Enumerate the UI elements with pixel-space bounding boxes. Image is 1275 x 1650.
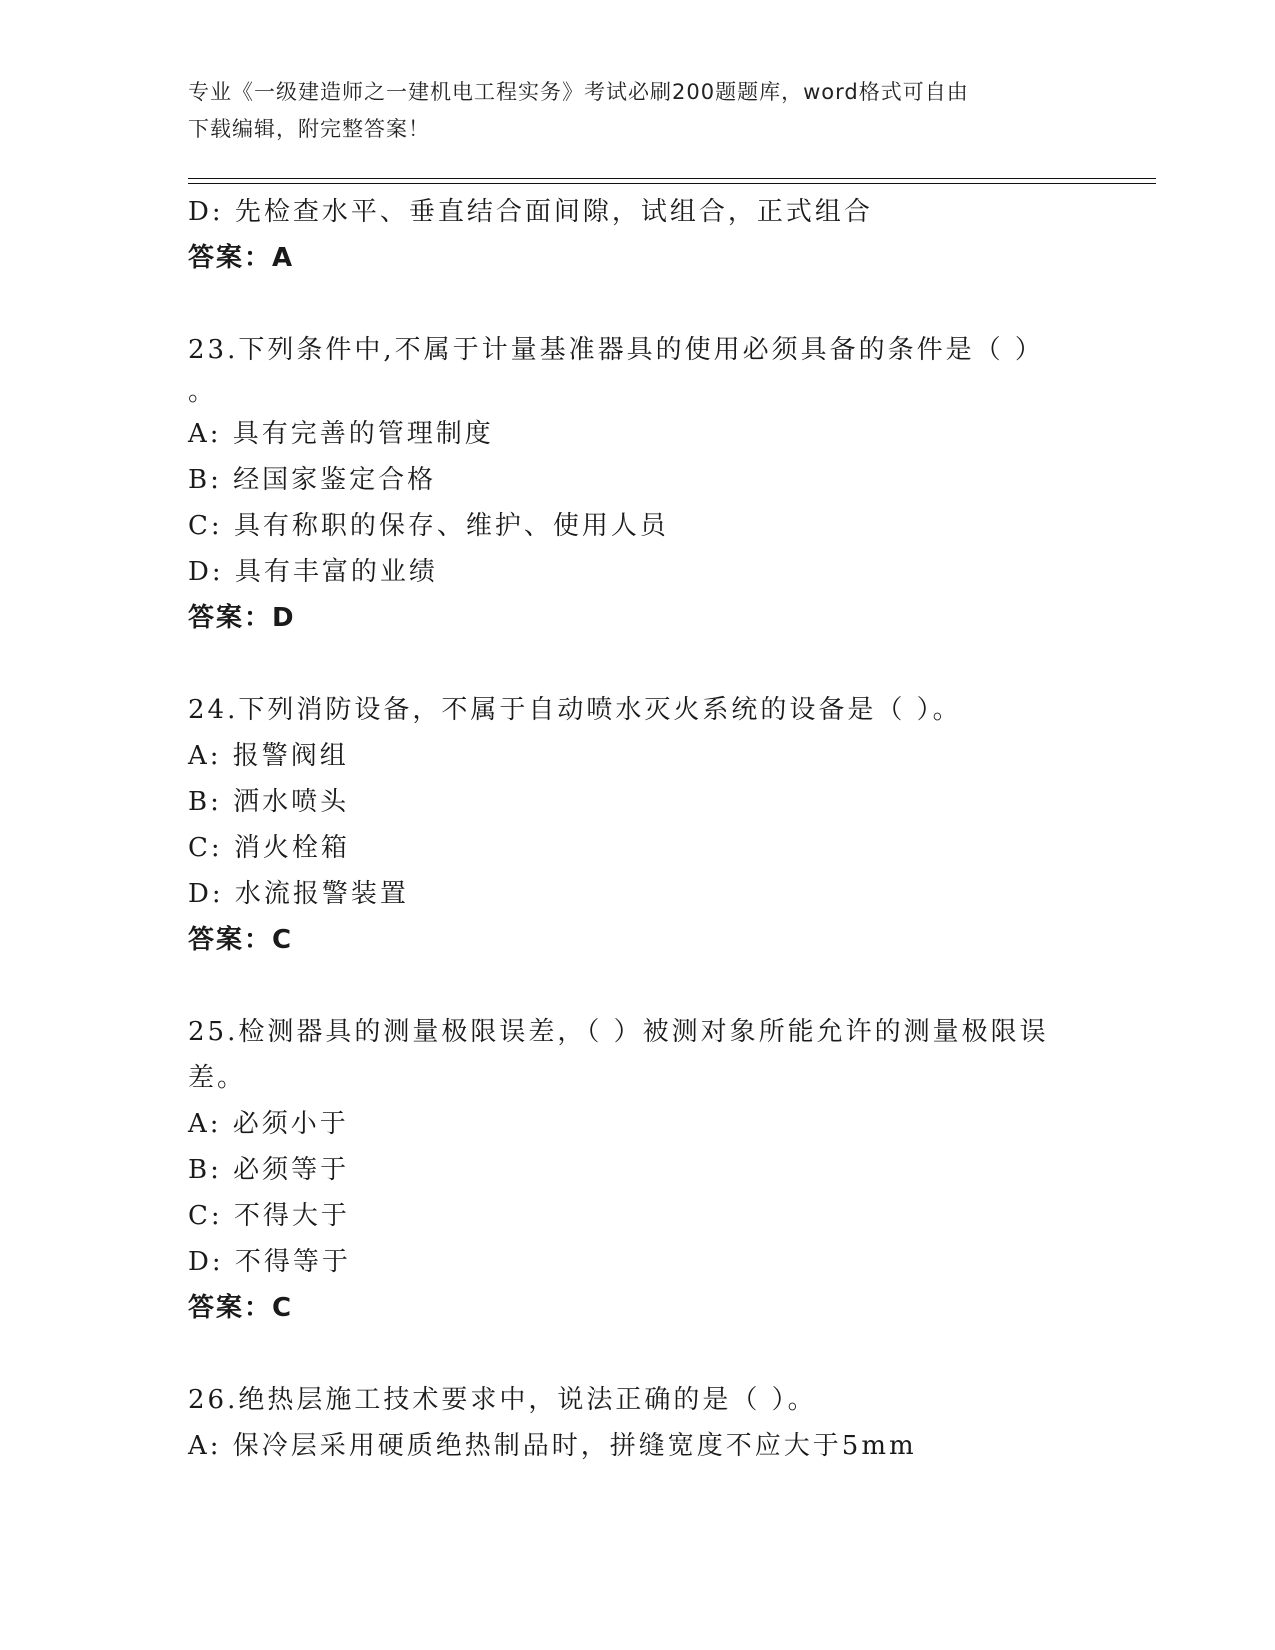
- spacer: [188, 641, 1148, 687]
- question-26-stem: 26.绝热层施工技术要求中，说法正确的是（ ）。: [188, 1385, 817, 1415]
- question-23-stem: 23.下列条件中,不属于计量基准器具的使用必须具备的条件是（ ）: [188, 335, 1044, 365]
- document-body: [188, 189, 1148, 1469]
- spacer: [188, 963, 1148, 1009]
- question-25-option-b: B: 必须等于: [188, 1155, 350, 1185]
- question-25-option-d: D: 不得等于: [188, 1247, 351, 1277]
- spacer: [188, 1331, 1148, 1377]
- question-24-stem: 24.下列消防设备，不属于自动喷水灭火系统的设备是（ ）。: [188, 695, 962, 725]
- question-24-option-a: A: 报警阀组: [188, 741, 349, 771]
- question-24-option-b: B: 洒水喷头: [188, 787, 350, 817]
- question-23-option-b: B: 经国家鉴定合格: [188, 465, 437, 495]
- question-23-stem-continued: 。: [188, 377, 218, 407]
- question-23-answer: 答案：D: [188, 603, 296, 633]
- question-23-option-c: C: 具有称职的保存、维护、使用人员: [188, 511, 669, 541]
- header-divider-bottom: [188, 183, 1156, 184]
- header-line-2: 下载编辑，附完整答案！: [188, 117, 430, 141]
- question-24-option-d: D: 水流报警装置: [188, 879, 409, 909]
- question-24-option-c: C: 消火栓箱: [188, 833, 350, 863]
- document-header: [188, 74, 1088, 148]
- question-25-stem-continued: 差。: [188, 1063, 247, 1093]
- question-23-option-d: D: 具有丰富的业绩: [188, 557, 438, 587]
- question-25-stem: 25.检测器具的测量极限误差，（ ）被测对象所能允许的测量极限误: [188, 1017, 1049, 1047]
- question-22-answer: 答案：A: [188, 243, 295, 273]
- header-line-1: 专业《一级建造师之一建机电工程实务》考试必刷200题题库，word格式可自由: [188, 80, 969, 104]
- question-22-option-d: D: 先检查水平、垂直结合面间隙，试组合，正式组合: [188, 197, 873, 227]
- question-25-answer: 答案：C: [188, 1293, 294, 1323]
- question-26-option-a: A: 保冷层采用硬质绝热制品时，拼缝宽度不应大于5mm: [188, 1431, 917, 1461]
- question-23-option-a: A: 具有完善的管理制度: [188, 419, 494, 449]
- header-divider-top: [188, 178, 1156, 179]
- question-25-option-a: A: 必须小于: [188, 1109, 349, 1139]
- spacer: [188, 281, 1148, 327]
- question-24-answer: 答案：C: [188, 925, 294, 955]
- question-25-option-c: C: 不得大于: [188, 1201, 350, 1231]
